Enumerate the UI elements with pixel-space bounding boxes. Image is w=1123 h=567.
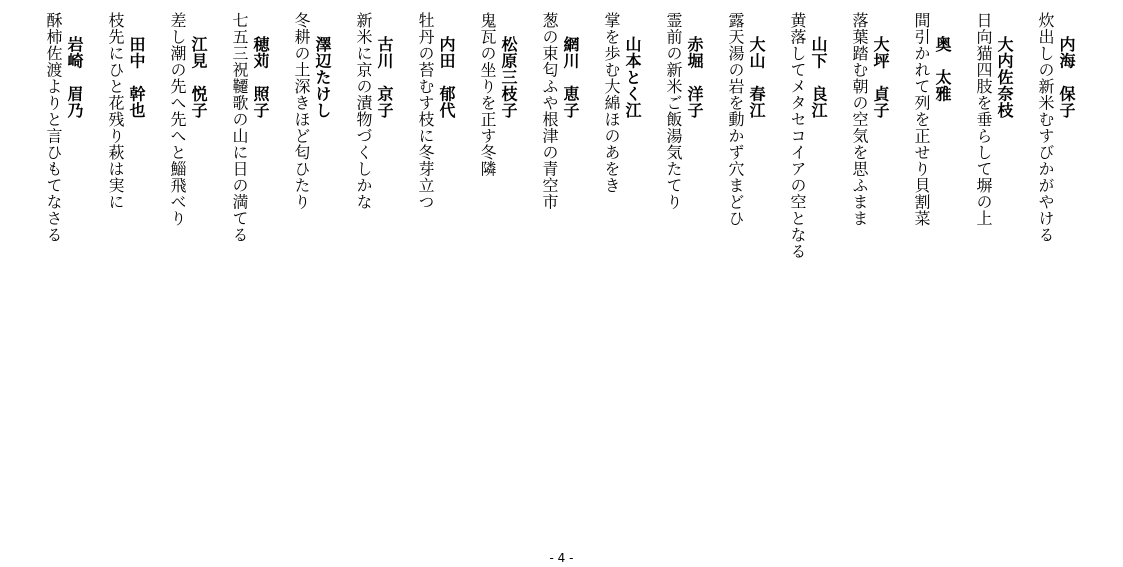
author-name: 田中 幹也: [127, 36, 146, 119]
haiku-entry: [291, 12, 333, 210]
haiku-text: 枝先にひと花残り萩は実に: [106, 12, 125, 210]
haiku-entry: [663, 12, 705, 210]
haiku-text: 七五三祝韆歌の山に日の満てる: [230, 12, 249, 243]
haiku-entry: [539, 12, 581, 210]
haiku-text: 間引かれて列を正せり貝割菜: [912, 12, 931, 227]
page-number: - 4 -: [549, 551, 574, 565]
haiku-entry: [911, 12, 953, 227]
author-name: 大内佐奈枝: [995, 36, 1014, 119]
author-name: 内海 保子: [1057, 36, 1076, 119]
haiku-text: 日向猫四肢を垂らして塀の上: [974, 12, 993, 227]
haiku-entry: [353, 12, 395, 210]
haiku-entry: [477, 12, 519, 177]
author-name: 奥 太雅: [933, 36, 952, 102]
haiku-text: 葱の束匂ふや根津の青空市: [540, 12, 559, 210]
author-name: 山本とく江: [623, 36, 642, 119]
author-name: 赤堀 洋子: [685, 36, 704, 119]
haiku-text: 酥柿佐渡よりと言ひもてなさる: [44, 12, 63, 243]
haiku-text: 新米に京の漬物づくしかな: [354, 12, 373, 210]
author-name: 内田 郁代: [437, 36, 456, 119]
haiku-entry: [787, 12, 829, 260]
author-name: 山下 良江: [809, 36, 828, 119]
author-name: 岩崎 眉乃: [65, 36, 84, 119]
haiku-text: 冬耕の土深きほど匂ひたり: [292, 12, 311, 210]
author-name: 江見 悦子: [189, 36, 208, 119]
haiku-entry: [105, 12, 147, 210]
author-name: 澤辺たけし: [313, 36, 332, 119]
haiku-text: 差し潮の先へ先へと鯔飛べり: [168, 12, 187, 227]
haiku-text: 牡丹の苔むす枝に冬芽立つ: [416, 12, 435, 210]
haiku-text: 落葉踏む朝の空気を思ふまま: [850, 12, 869, 227]
haiku-entry: [601, 12, 643, 194]
haiku-text: 霊前の新米ご飯湯気たてり: [664, 12, 683, 210]
author-name: 大坪 貞子: [871, 36, 890, 119]
haiku-entry: [43, 12, 85, 243]
haiku-text: 炊出しの新米むすびかがやける: [1036, 12, 1055, 243]
haiku-text: 黄落してメタセコイアの空となる: [788, 12, 807, 260]
haiku-entry: [229, 12, 271, 243]
haiku-entry: [415, 12, 457, 210]
author-name: 網川 恵子: [561, 36, 580, 119]
haiku-entry: [725, 12, 767, 227]
haiku-entry: [1035, 12, 1077, 243]
author-name: 松原三枝子: [499, 36, 518, 119]
author-name: 穂苅 照子: [251, 36, 270, 119]
haiku-text: 掌を歩む大綿ほのあをき: [602, 12, 621, 194]
haiku-entry: [849, 12, 891, 227]
haiku-entry: [973, 12, 1015, 227]
haiku-entry: [167, 12, 209, 227]
haiku-text: 露天湯の岩を動かず穴まどひ: [726, 12, 745, 227]
haiku-columns: [23, 12, 1077, 260]
author-name: 大山 春江: [747, 36, 766, 119]
haiku-text: 鬼瓦の坐りを正す冬隣: [478, 12, 497, 177]
author-name: 古川 京子: [375, 36, 394, 119]
